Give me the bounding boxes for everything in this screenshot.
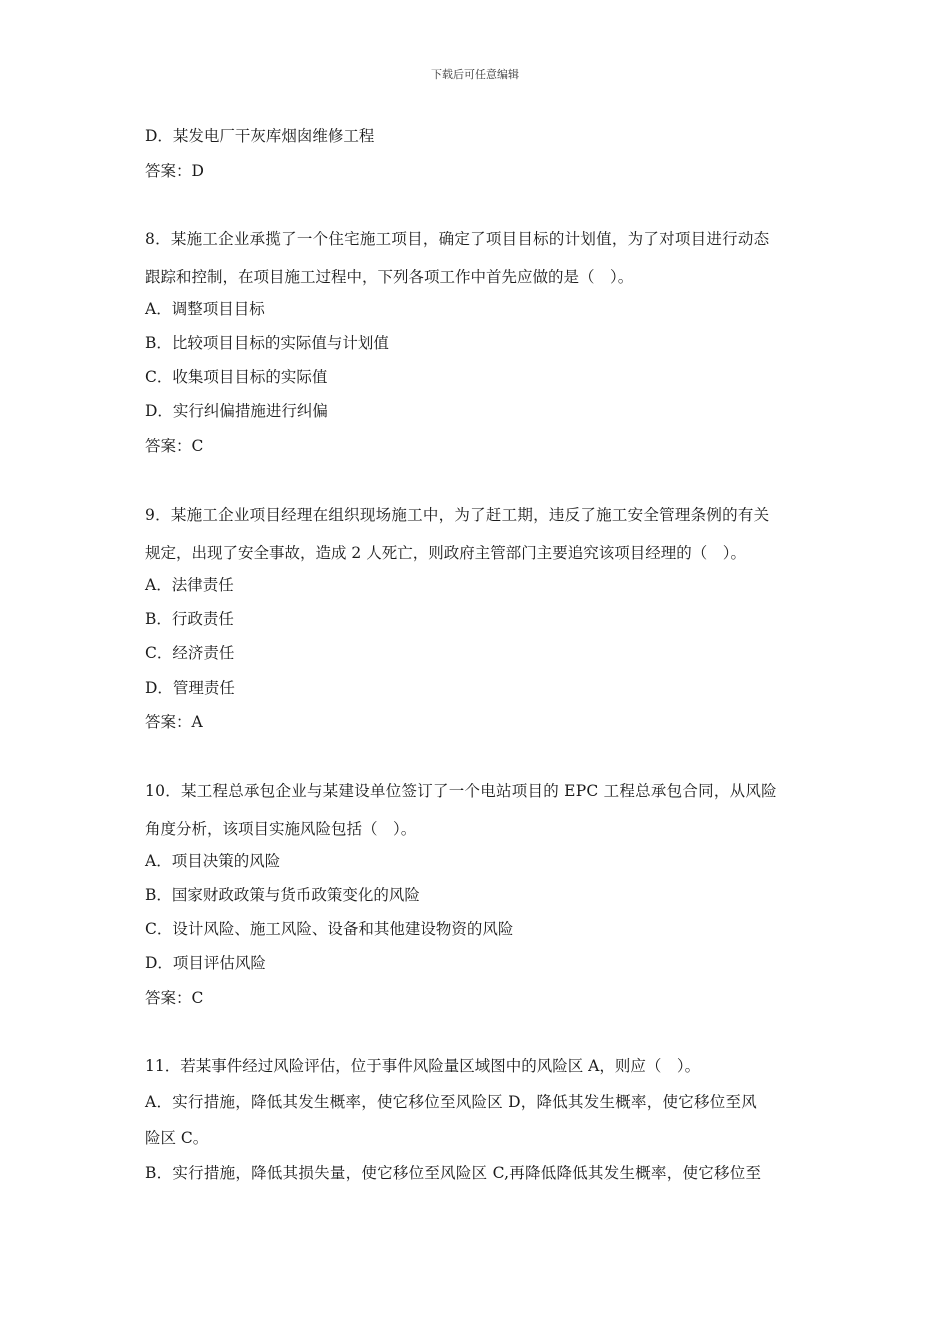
q10-option-a: A．项目决策的风险 xyxy=(145,852,281,870)
q9-stem-line1: 9．某施工企业项目经理在组织现场施工中，为了赶工期，违反了施工安全管理条例的有关 xyxy=(145,506,770,524)
page-header: 下载后可任意编辑 xyxy=(431,68,519,81)
q9-answer: 答案：A xyxy=(145,713,203,731)
q8-stem-line2: 跟踪和控制，在项目施工过程中，下列各项工作中首先应做的是（ ）。 xyxy=(145,268,634,286)
q8-option-d: D．实行纠偏措施进行纠偏 xyxy=(145,402,328,420)
q9-option-d: D．管理责任 xyxy=(145,679,235,697)
q8-option-b: B．比较项目目标的实际值与计划值 xyxy=(145,334,389,352)
q8-stem-line1: 8．某施工企业承揽了一个住宅施工项目，确定了项目目标的计划值，为了对项目进行动态 xyxy=(145,230,770,248)
q11-stem-line1: 11．若某事件经过风险评估，位于事件风险量区域图中的风险区 A，则应（ ）。 xyxy=(145,1057,701,1075)
q10-stem-line1: 10．某工程总承包企业与某建设单位签订了一个电站项目的 EPC 工程总承包合同，从风险 xyxy=(145,782,777,800)
q11-option-a-line1: A．实行措施，降低其发生概率，使它移位至风险区 D，降低其发生概率，使它移位至风 xyxy=(145,1093,758,1111)
q10-stem-line2: 角度分析，该项目实施风险包括（ ）。 xyxy=(145,820,417,838)
q9-stem-line2: 规定，出现了安全事故，造成 2 人死亡，则政府主管部门主要追究该项目经理的（ ）。 xyxy=(145,544,746,562)
q10-option-c: C．设计风险、施工风险、设备和其他建设物资的风险 xyxy=(145,920,514,938)
q10-option-b: B．国家财政政策与货币政策变化的风险 xyxy=(145,886,420,904)
prev-option-d: D．某发电厂干灰库烟囱维修工程 xyxy=(145,127,375,145)
q10-answer: 答案：C xyxy=(145,989,204,1007)
q11-option-b-line1: B．实行措施，降低其损失量，使它移位至风险区 C,再降低降低其发生概率，使它移位至 xyxy=(145,1164,762,1182)
q8-answer: 答案：C xyxy=(145,437,204,455)
q8-option-c: C．收集项目目标的实际值 xyxy=(145,368,328,386)
q11-option-a-line2: 险区 C。 xyxy=(145,1129,209,1147)
q10-option-d: D．项目评估风险 xyxy=(145,954,266,972)
q9-option-c: C．经济责任 xyxy=(145,644,235,662)
prev-answer: 答案：D xyxy=(145,162,204,180)
q9-option-b: B．行政责任 xyxy=(145,610,234,628)
q9-option-a: A．法律责任 xyxy=(145,576,234,594)
q8-option-a: A．调整项目目标 xyxy=(145,300,265,318)
